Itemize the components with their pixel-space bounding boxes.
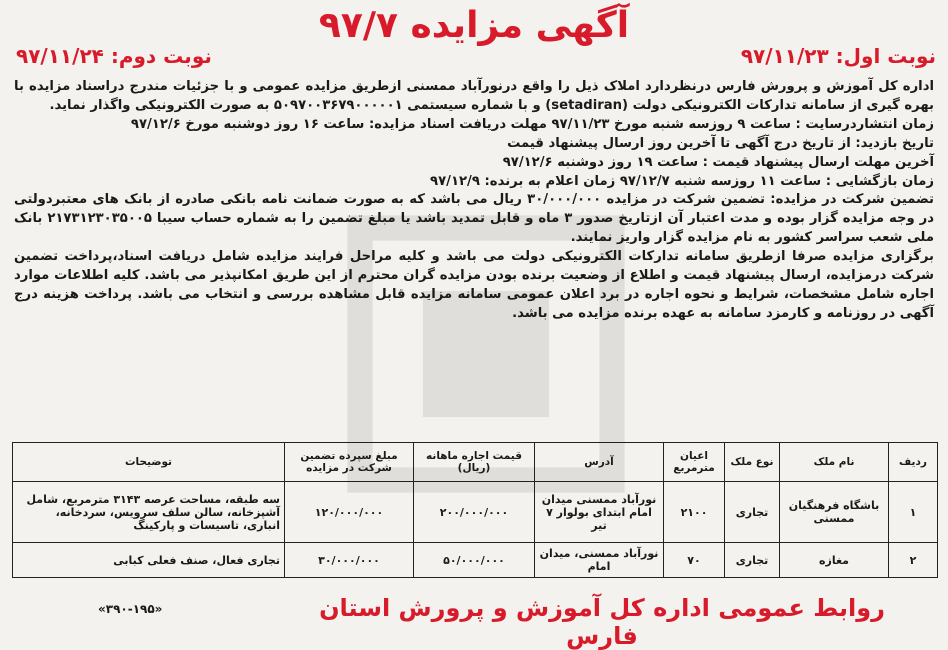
announcement-body: [14, 78, 934, 324]
col-deposit: مبلغ سپرده تضمین شرکت در مزایده: [285, 443, 414, 482]
ad-code: «۳۹۰-۱۹۵»: [98, 602, 163, 616]
cell-address: نورآباد ممسنی، میدان امام: [535, 543, 664, 578]
guarantee-paragraph: تضمین شرکت در مزایده: تضمین شرکت در مزایده ۳۰/۰۰۰/۰۰۰ ریال می باشد که به صورت ضمانت نامه بانکی صادره از بانک های معتبردولتی در وجه مزایده گزار بوده و مدت اعتبار آن ازتاریخ صدور ۳ ماه و قابل تمدید باشد یا مبلغ تضمین را به شماره حساب سیبا ۲۱۷۳۱۲۳۰۳۵۰۰۵ بانک ملی شعب سراسر کشور به نام مزایده گزار واریز نمایند.: [14, 192, 934, 246]
cell-area: ۷۰: [664, 543, 725, 578]
visit-date-line: تاریخ بازدید: از تاریخ درج آگهی تا آخرین روز ارسال پیشنهاد قیمت: [507, 135, 934, 151]
cell-property-type: تجاری: [725, 543, 780, 578]
cell-area: ۲۱۰۰: [664, 482, 725, 543]
cell-description: تجاری فعال، صنف فعلی کبابی: [13, 543, 285, 578]
cell-deposit: ۳۰/۰۰۰/۰۰۰: [285, 543, 414, 578]
opening-time-line: زمان بازگشایی : ساعت ۱۱ روزسه شنبه ۹۷/۱۲/۷ زمان اعلام به برنده: ۹۷/۱۲/۹: [430, 173, 934, 189]
advertisement-page: [6, 4, 942, 650]
cell-description: سه طبقه، مساحت عرصه ۳۱۴۳ مترمربع، شامل آشپزخانه، سالن سلف سرویس، سردخانه، انباری، تاسیسات و پارکینگ: [13, 482, 285, 543]
col-row-number: ردیف: [889, 443, 938, 482]
deadline-line: آخرین مهلت ارسال پیشنهاد قیمت : ساعت ۱۹ روز دوشنبه ۹۷/۱۲/۶: [502, 154, 934, 170]
cell-deposit: ۱۲۰/۰۰۰/۰۰۰: [285, 482, 414, 543]
cell-monthly-rent: ۲۰۰/۰۰۰/۰۰۰: [414, 482, 535, 543]
cell-property-name: مغازه: [780, 543, 889, 578]
cell-property-name: باشگاه فرهنگیان ممسنی: [780, 482, 889, 543]
table-row: [13, 482, 938, 543]
col-address: آدرس: [535, 443, 664, 482]
publish-time-line: زمان انتشاردرسایت : ساعت ۹ روزسه شنبه مورخ ۹۷/۱۱/۲۳ مهلت دریافت اسناد مزایده: ساعت ۱۶ روز دوشنبه مورخ ۹۷/۱۲/۶: [130, 116, 934, 132]
page-title: آگهی مزایده ۹۷/۷: [318, 5, 630, 46]
cell-monthly-rent: ۵۰/۰۰۰/۰۰۰: [414, 543, 535, 578]
col-property-type: نوع ملک: [725, 443, 780, 482]
table-row: [13, 543, 938, 578]
issuer-footer: روابط عمومی اداره کل آموزش و پرورش استان فارس: [319, 594, 885, 650]
intro-paragraph: اداره کل آموزش و پرورش فارس درنظردارد املاک ذیل را واقع درنورآباد ممسنی ازطریق مزایده عمومی و با جزئیات مندرج دراسناد مزایده با بهره گیری از سامانه تدارکات الکترونیکی دولت (setadiran) و با شماره سیستمی ۵۰۹۷۰۰۳۶۷۹۰۰۰۰۰۱ به صورت الکترونیکی واگذار نماید.: [14, 79, 934, 113]
col-area: اعیان مترمربع: [664, 443, 725, 482]
second-round-date: نوبت دوم: ۹۷/۱۱/۲۴: [16, 44, 212, 68]
cell-address: نورآباد ممسنی میدان امام ابتدای بولوار ۷ تیر: [535, 482, 664, 543]
table-header-row: [13, 443, 938, 482]
cell-row-number: ۲: [889, 543, 938, 578]
properties-table: [12, 442, 938, 578]
conditions-paragraph: برگزاری مزایده صرفا ازطریق سامانه تدارکات الکترونیکی دولت می باشد و کلیه مراحل فرایند مزایده شامل دریافت اسناد،پرداخت تضمین شرکت درمزایده، ارسال پیشنهاد قیمت و اطلاع از وضعیت برنده بودن مزایده گران محترم از این طریق امکانپذیر می باشد. کلیه اطلاعات موارد اجاره شامل مشخصات، شرایط و نحوه اجاره در برد اعلان عمومی سامانه مزایده قابل مشاهده بررسی و انتخاب می باشد. پرداخت هزینه درج آگهی در روزنامه و کارمزد سامانه به عهده برنده مزایده می باشد.: [14, 249, 934, 321]
col-description: توضیحات: [13, 443, 285, 482]
col-property-name: نام ملک: [780, 443, 889, 482]
cell-property-type: تجاری: [725, 482, 780, 543]
first-round-date: نوبت اول: ۹۷/۱۱/۲۳: [740, 44, 936, 68]
col-monthly-rent: قیمت اجاره ماهانه (ریال): [414, 443, 535, 482]
cell-row-number: ۱: [889, 482, 938, 543]
